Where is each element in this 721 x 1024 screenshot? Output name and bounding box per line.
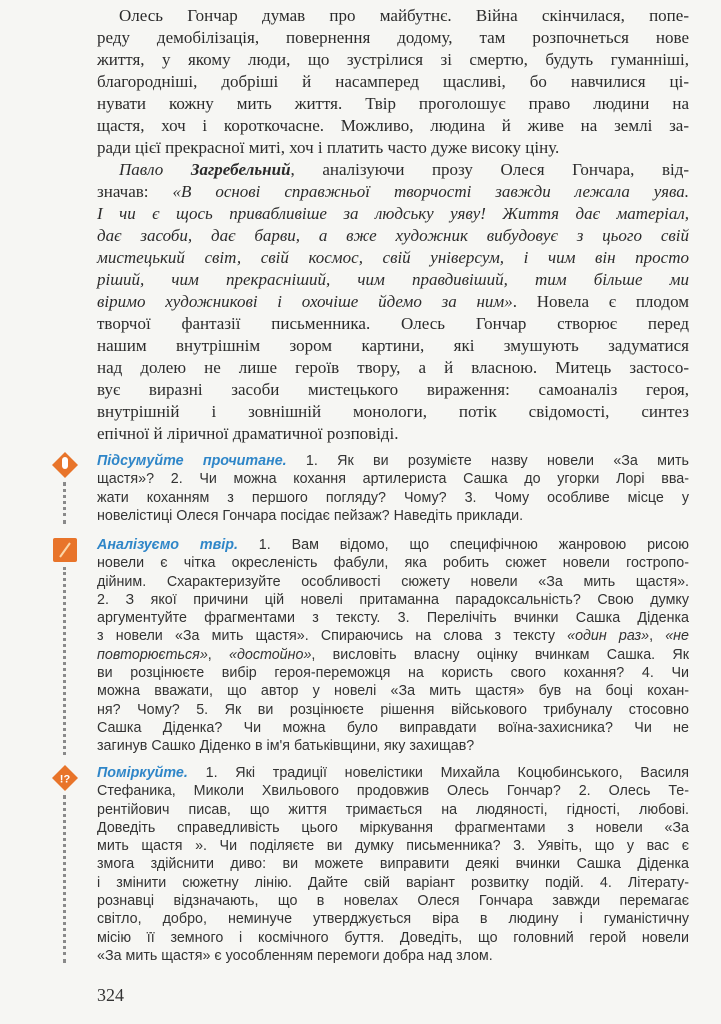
text-segment: аргументуйте фрагментами з тексту. 3. Перелічіть вчинки Сашка Діденка [97, 610, 689, 627]
text-line [97, 536, 689, 554]
text-line [97, 291, 689, 313]
text-segment: жати коханням з першого погляду? Чому? 3. Чому особливе місце у [97, 489, 689, 506]
text-segment: «не [665, 628, 689, 645]
analyze-divider [63, 567, 69, 755]
text-segment: внутрішній і зовнішній монологи, потік свідомості, синтез [97, 402, 689, 421]
text-segment: повторюється» [97, 646, 208, 663]
text-segment: щастя»? 2. Чи можна кохання артилериста Сашка до угорки Лорі вва- [97, 471, 689, 488]
text-line [97, 357, 689, 379]
text-line [97, 379, 689, 401]
text-segment: , [207, 646, 230, 663]
text-segment: . Новела є плодом [512, 292, 689, 311]
text-segment: Загребельний [190, 160, 291, 179]
text-line [97, 181, 689, 203]
text-segment: 2. З якої причини цій новелі притаманна парадоксальність? Свою думку [97, 591, 689, 608]
text-line [97, 646, 689, 664]
text-segment: «В основі справжньої творчості завжди лежала уява. [172, 182, 689, 201]
text-line [97, 737, 689, 755]
text-segment: щастя, хоч і короткочасне. Можливо, людина й живе на землі за- [97, 116, 689, 135]
text-segment: рентійович писав, що життя тримається на людяності, гідності, любові. [97, 801, 689, 818]
text-segment: Доведіть справедливість цього міркування фрагментами з новели «За [97, 819, 689, 836]
text-line [97, 313, 689, 335]
text-line [97, 93, 689, 115]
text-segment: «один раз» [567, 628, 650, 645]
text-segment: місію її земного і космічного буття. Доведіть, що головний герой новели [97, 929, 689, 946]
text-line [97, 554, 689, 572]
text-line [97, 203, 689, 225]
text-segment: ради цієї прекрасної миті, хоч і платить часто дуже високу ціну. [97, 138, 560, 157]
summary-divider [63, 482, 69, 524]
text-line [97, 819, 689, 837]
text-segment: віримо художникові і охочіше йдемо за ним» [97, 292, 513, 311]
text-line [97, 225, 689, 247]
text-segment: мистецький світ, свій космос, свій універсум, і чим він просто [97, 248, 689, 267]
summary-icon [50, 450, 80, 480]
text-segment: змога здійснити диво: ви можете виправити деякі вчинки Сашка Діденка [97, 856, 689, 873]
text-line [97, 664, 689, 682]
text-segment: реду демобілізація, повернення додому, там розпочнеться нове [97, 28, 689, 47]
text-line [97, 49, 689, 71]
text-line [97, 837, 689, 855]
text-segment: «За мить щастя» є уособленням перемоги добра над злом. [97, 947, 493, 964]
text-line [97, 910, 689, 928]
text-line [97, 719, 689, 737]
analyze-icon [50, 535, 80, 565]
text-segment: «достойно» [229, 646, 312, 663]
text-segment: Олесь Гончар думав про майбутнє. Війна скінчилася, попе- [119, 6, 689, 25]
text-line [97, 764, 689, 782]
text-segment: дійним. Схарактеризуйте особливості сюжету новели «За мить щастя». [97, 573, 689, 590]
text-segment: благородніші, добріші й насамперед щасливі, бо навчилися ці- [97, 72, 689, 91]
text-line [97, 801, 689, 819]
text-line [97, 269, 689, 291]
text-segment: новелістиці Олеся Гончара посідає пейзаж? Наведіть приклади. [97, 507, 524, 524]
text-segment: ня? Чому? 5. Як ви розцінюєте рішення військового трибуналу стосовно [97, 701, 689, 718]
text-segment: мить щастя ». Чи поділяєте ви думку письменника? 3. Уявіть, що у вас є [97, 838, 689, 855]
text-line [97, 855, 689, 873]
task-think [97, 764, 689, 965]
text-line [97, 423, 689, 445]
text-line [97, 335, 689, 357]
text-segment: загинув Сашко Діденко в ім'я батьківщини, яку захищав? [97, 738, 475, 755]
text-segment: 1. Як ви розумієте назву новели «За мить [286, 453, 689, 469]
think-divider [63, 795, 69, 963]
text-line [97, 874, 689, 892]
text-line [97, 159, 689, 181]
think-icon-text: !? [59, 773, 71, 786]
text-line [97, 507, 689, 525]
text-segment: 1. Вам відомо, що специфічною жанровою рисою [237, 537, 689, 553]
text-line [97, 137, 689, 159]
text-line [97, 573, 689, 591]
text-line [97, 115, 689, 137]
main-text [97, 5, 689, 445]
text-line [97, 5, 689, 27]
text-line [97, 609, 689, 627]
task-heading: Аналізуємо твір. [97, 537, 238, 553]
text-line [97, 247, 689, 269]
text-segment: І чи є щось привабливіше за людську уяву! Життя дає матеріал, [97, 204, 689, 223]
text-segment: значав: [97, 182, 173, 201]
text-segment: рознавці відзначають, що в новелах Олеся Гончара завжди перемагає [97, 893, 689, 910]
text-segment: Павло [119, 160, 191, 179]
text-segment: можна вважати, що автор у новелі «За мить щастя» був на боці кохан- [97, 683, 689, 700]
text-line [97, 892, 689, 910]
task-analyze [97, 536, 689, 756]
page-number: 324 [97, 985, 124, 1005]
task-summary [97, 452, 689, 525]
think-icon [50, 763, 80, 793]
text-segment: нувати кожну мить життя. Твір проголошує право людини на [97, 94, 689, 113]
text-segment: , [649, 628, 666, 645]
text-segment: епічної й ліричної драматичної розповіді. [97, 424, 399, 443]
text-segment: Сашка Діденка? Чи можна було виправдати воїна-захисника? Чи не [97, 719, 689, 736]
text-segment: новели є чітка окресленість фабули, яка робить сюжет новели гостропо- [97, 555, 689, 572]
text-segment: нашим внутрішнім зором картини, які змушують задуматися [97, 336, 689, 355]
text-segment: з новели «За мить щастя». Спираючись на слова з тексту [97, 628, 568, 645]
text-segment: 1. Які традиції новелістики Михайла Коцюбинського, Василя [187, 765, 689, 781]
text-line [97, 682, 689, 700]
text-segment: творчої фантазії письменника. Олесь Гончар створює перед [97, 314, 689, 333]
text-segment: дає засоби, дає барви, а вже художник вибудовує з цього свій [97, 226, 689, 245]
text-line [97, 627, 689, 645]
text-segment: , аналізуючи прозу Олеся Гончара, від- [290, 160, 689, 179]
text-line [97, 401, 689, 423]
text-line [97, 470, 689, 488]
text-segment: над долею не лише героїв твору, а й власною. Митець застосо- [97, 358, 689, 377]
text-line [97, 452, 689, 470]
text-line [97, 782, 689, 800]
text-segment: ви розцінюєте вибір героя-переможця на користь свого кохання? 4. Чи [97, 665, 689, 682]
text-segment: і змінити сюжетну лінію. Дайте свій варіант розвитку подій. 4. Літерату- [97, 874, 689, 891]
text-line [97, 701, 689, 719]
text-segment: Стефаника, Миколи Хвильового продовжив Олесь Гончар? 2. Олесь Те- [97, 783, 689, 800]
text-line [97, 27, 689, 49]
task-heading: Підсумуйте прочитане. [97, 453, 287, 469]
text-segment: , висловіть власну оцінку вчинкам Сашка. Як [311, 646, 689, 663]
text-segment: вує виразні засоби мистецького вираження: самоаналіз героя, [97, 380, 689, 399]
text-line [97, 591, 689, 609]
text-segment: життя, у якому люди, що зустрілися зі смертю, будуть гуманніші, [97, 50, 689, 69]
text-line [97, 489, 689, 507]
text-line [97, 71, 689, 93]
text-line [97, 947, 689, 965]
text-segment: ріший, чим прекрасніший, чим правдивіший, тим більше ми [97, 270, 689, 289]
text-line [97, 929, 689, 947]
text-segment: світло, добро, неминуче утверджується віра в людину і гуманістичну [97, 911, 689, 928]
task-heading: Поміркуйте. [97, 765, 188, 781]
